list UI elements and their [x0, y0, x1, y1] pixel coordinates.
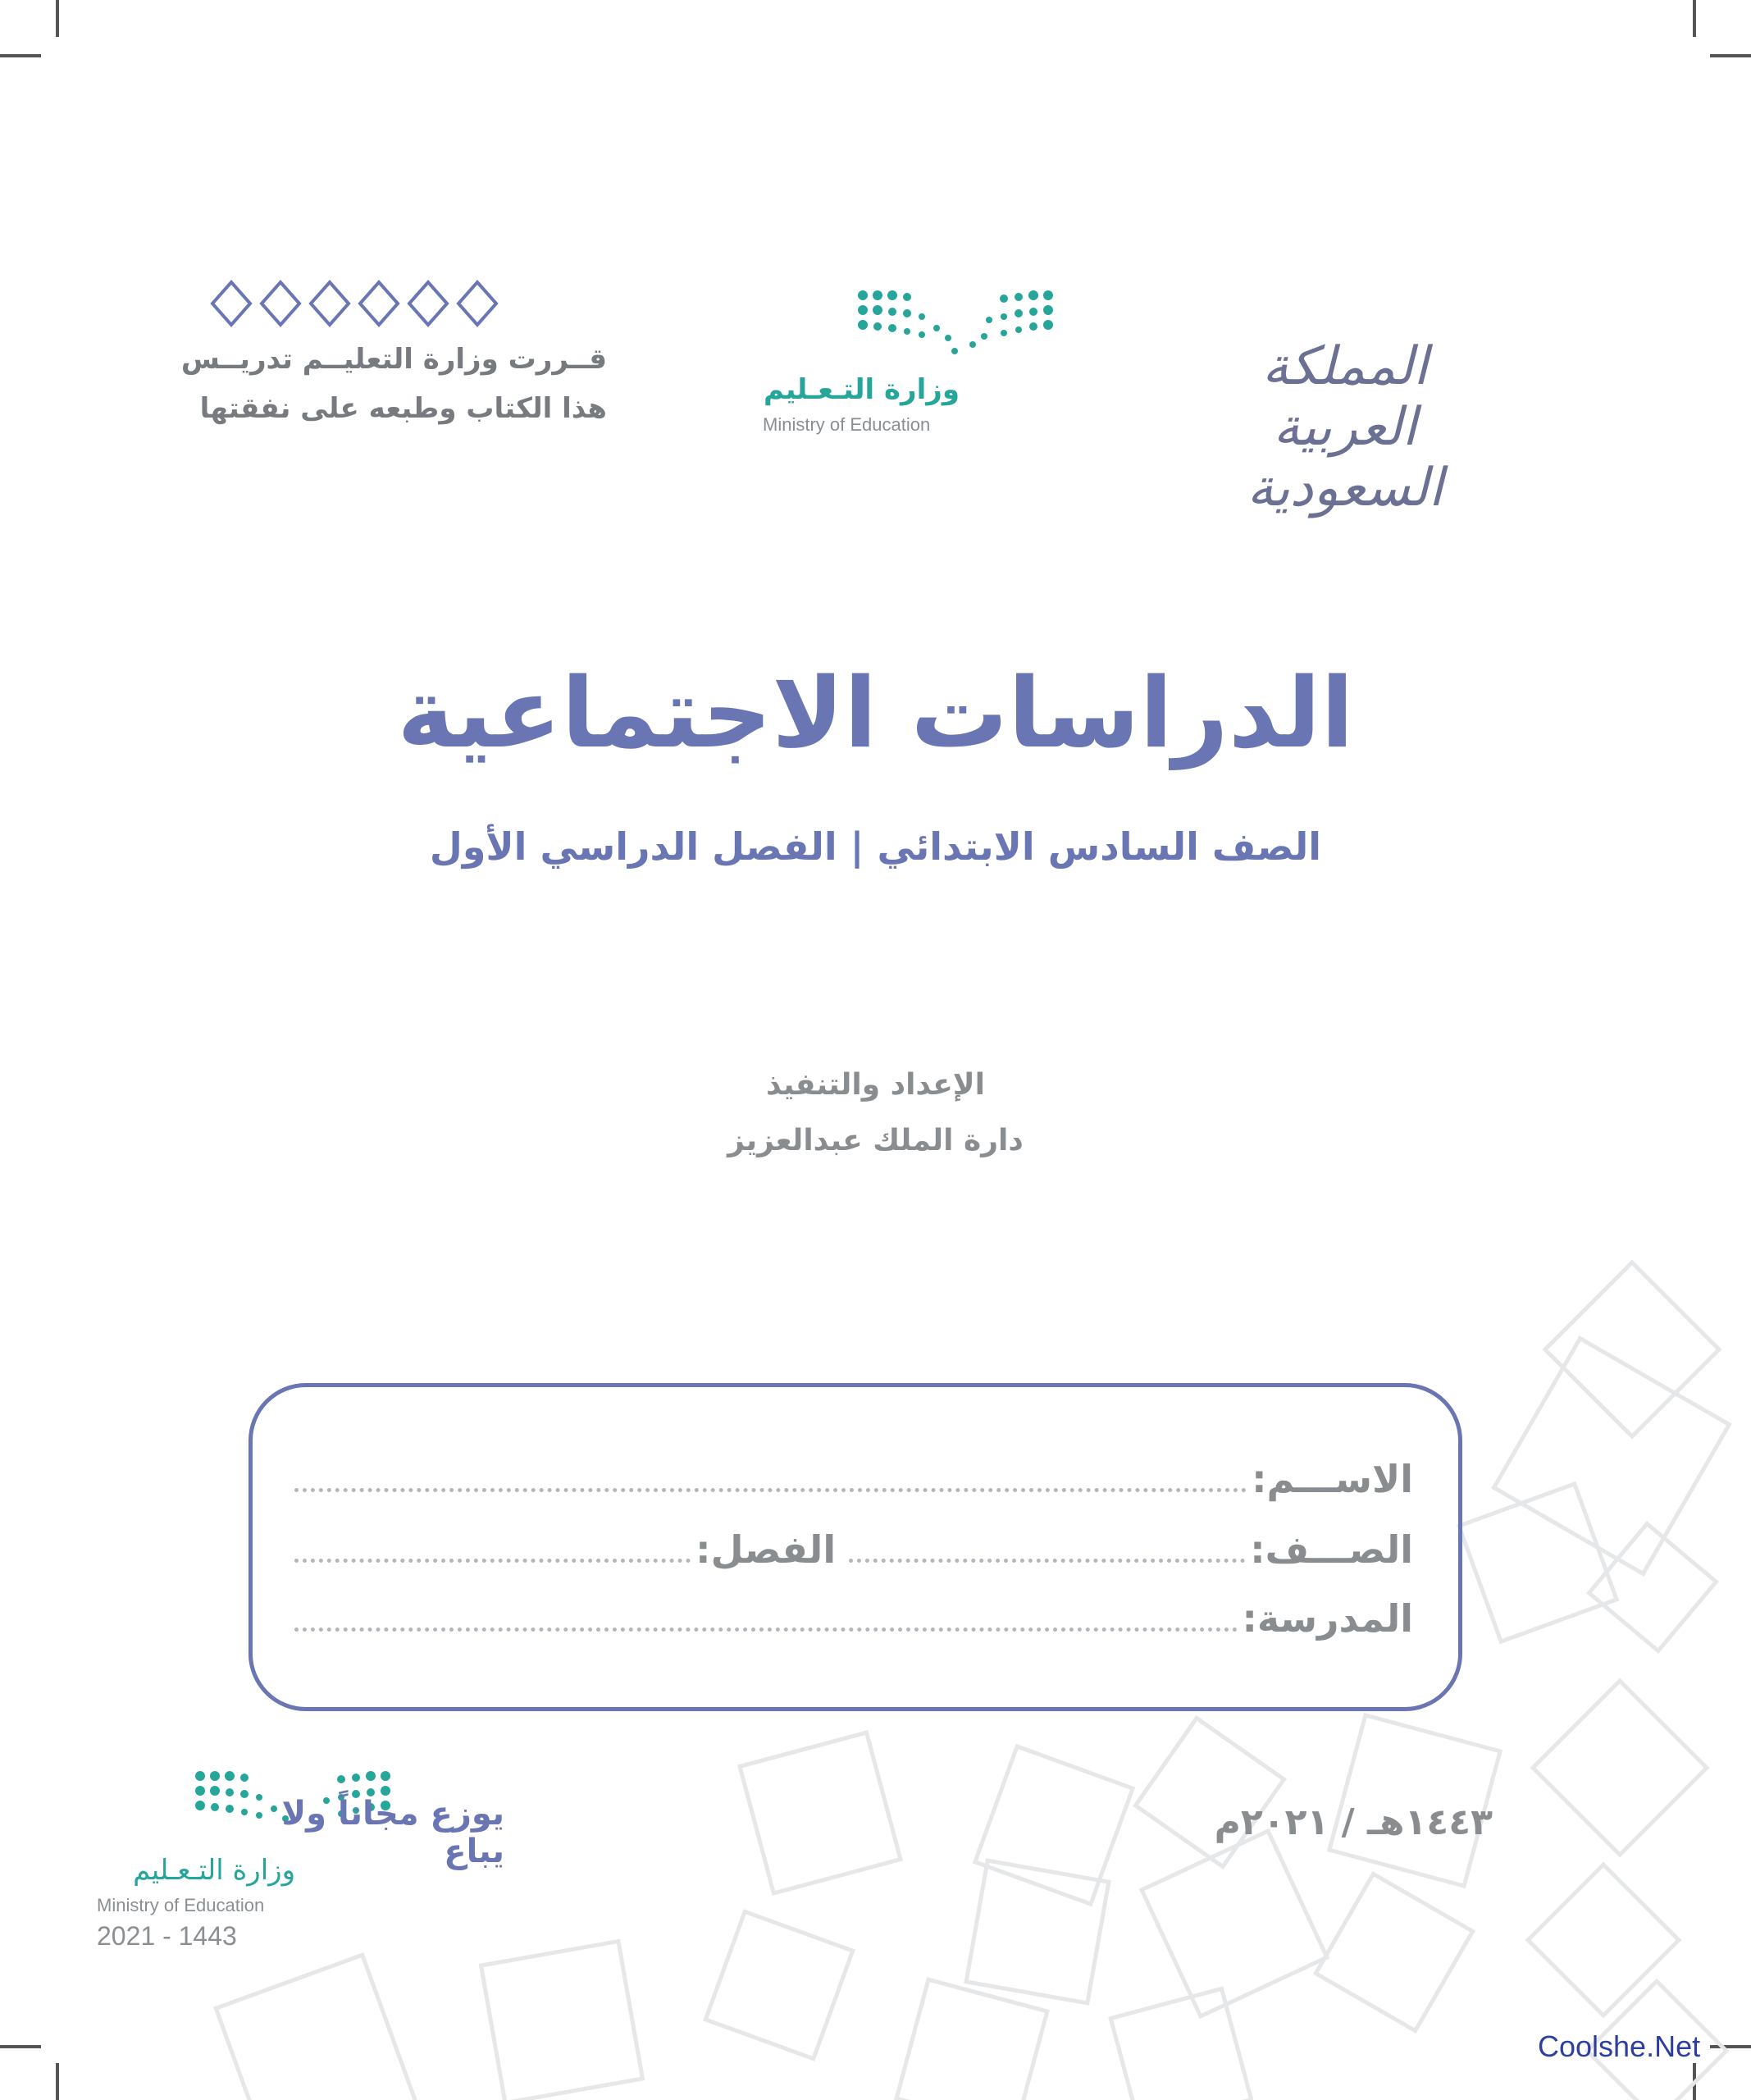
preparation-label: الإعداد والتنفيذ — [766, 1068, 985, 1102]
school-input-line[interactable] — [294, 1628, 1238, 1632]
diamond-row-icon — [209, 279, 500, 328]
ministry-name-arabic-top: وزارة التـعـليم — [764, 373, 960, 406]
name-label: الاســـم: — [1252, 1457, 1413, 1501]
name-input-line[interactable] — [294, 1488, 1247, 1492]
ministry-name-english-bottom: Ministry of Education — [97, 1895, 265, 1915]
site-watermark: Coolshe.Net — [1538, 2029, 1701, 2063]
student-info-box — [249, 1383, 1462, 1711]
book-subtitle: الصف السادس الابتدائي | الفصل الدراسي الأول — [429, 824, 1322, 869]
mandate-line-1: قــررت وزارة التعليــم تدريــس — [180, 343, 607, 376]
book-title: الدراسات الاجتماعية — [397, 656, 1354, 769]
class-label: الفصل: — [695, 1527, 837, 1572]
ministry-name-english-top: Ministry of Education — [763, 414, 931, 435]
kingdom-calligraphy-logo: المملكة العربية السعودية — [1247, 336, 1443, 518]
mandate-line-2: هذا الكتاب وطبعه على نفقتها — [199, 392, 607, 425]
edition-year-arabic: ١٤٤٣هـ / ٢٠٢١م — [1214, 1801, 1493, 1843]
school-label: المدرسة: — [1242, 1596, 1413, 1641]
school-field-row — [290, 1586, 1413, 1643]
class-input-line[interactable] — [294, 1559, 691, 1563]
name-field-row — [290, 1446, 1413, 1504]
free-distribution-note: يوزع مجاناً ولا يباع — [281, 1795, 504, 1870]
edition-year-latin: 2021 - 1443 — [97, 1921, 237, 1951]
publisher-name: دارة الملك عبدالعزيز — [727, 1124, 1024, 1157]
grade-input-line[interactable] — [849, 1559, 1245, 1563]
grade-label: الصـــف: — [1250, 1527, 1413, 1572]
grade-field-row — [290, 1517, 1413, 1574]
ministry-name-arabic-bottom: وزارة التـعـليم — [133, 1854, 295, 1887]
ministry-dots-logo-icon — [853, 287, 1058, 357]
